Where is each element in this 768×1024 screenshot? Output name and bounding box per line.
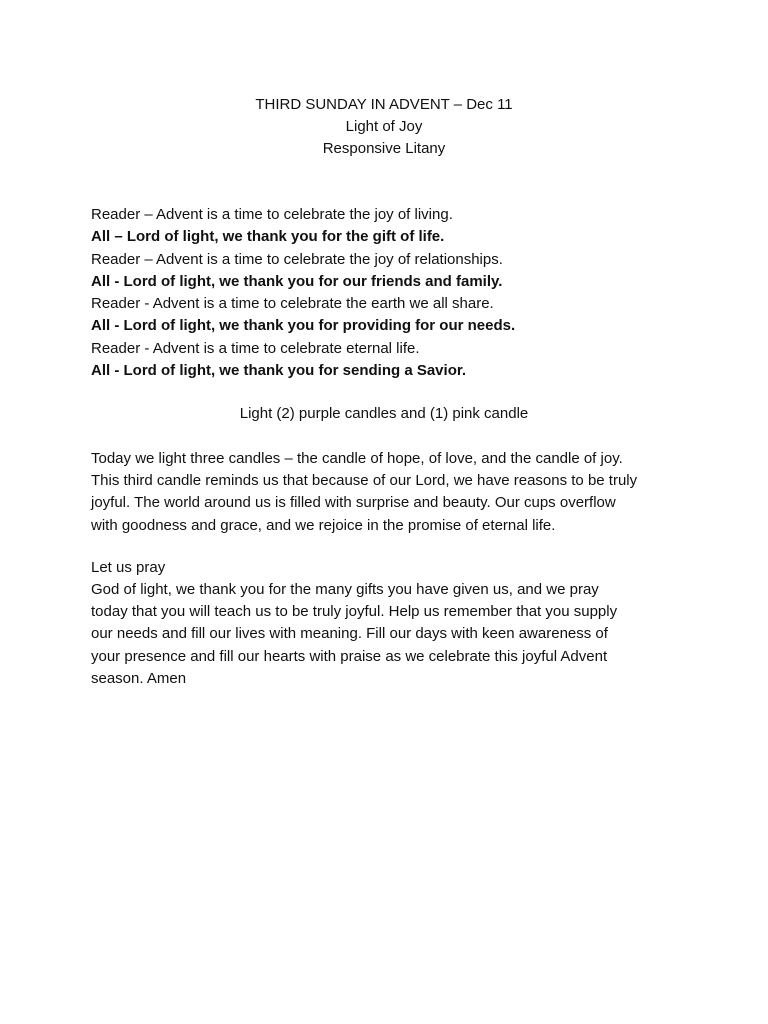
reflection-paragraph bbox=[91, 448, 681, 537]
paragraph-line: Today we light three candles – the candle of hope, of love, and the candle of joy. bbox=[91, 450, 623, 467]
paragraph-line: your presence and fill our hearts with praise as we celebrate this joyful Advent bbox=[91, 647, 608, 665]
litany-line-all: All – Lord of light, we thank you for the gift of life. bbox=[91, 228, 445, 246]
litany-line-reader: Reader – Advent is a time to celebrate the joy of living. bbox=[91, 206, 453, 223]
paragraph-line: season. Amen bbox=[91, 669, 187, 687]
paragraph-line: This third candle reminds us that because of our Lord, we have reasons to be truly bbox=[91, 472, 638, 490]
section-heading: Responsive Litany bbox=[322, 140, 446, 157]
prayer-label: Let us pray bbox=[91, 559, 166, 576]
paragraph-line: with goodness and grace, and we rejoice in the promise of eternal life. bbox=[91, 516, 556, 534]
litany-line-all: All - Lord of light, we thank you for providing for our needs. bbox=[91, 317, 516, 335]
document-heading bbox=[0, 94, 768, 160]
paragraph-line: God of light, we thank you for the many gifts you have given us, and we pray bbox=[91, 581, 599, 598]
page-title: THIRD SUNDAY IN ADVENT – Dec 11 bbox=[255, 96, 513, 113]
paragraph-line: our needs and fill our lives with meaning. Fill our days with keen awareness of bbox=[91, 625, 608, 643]
responsive-litany bbox=[91, 204, 731, 382]
paragraph-line: joyful. The world around us is filled with surprise and beauty. Our cups overflow bbox=[91, 494, 616, 512]
litany-line-reader: Reader – Advent is a time to celebrate the joy of relationships. bbox=[91, 250, 503, 268]
litany-line-reader: Reader - Advent is a time to celebrate eternal life. bbox=[91, 339, 420, 357]
prayer-paragraph bbox=[91, 579, 681, 690]
candle-instruction: Light (2) purple candles and (1) pink candle bbox=[239, 405, 529, 422]
page-subtitle: Light of Joy bbox=[345, 118, 423, 135]
paragraph-line: today that you will teach us to be truly joyful. Help us remember that you supply bbox=[91, 603, 618, 621]
litany-line-all: All - Lord of light, we thank you for sending a Savior. bbox=[91, 362, 467, 380]
litany-line-reader: Reader - Advent is a time to celebrate the earth we all share. bbox=[91, 295, 494, 313]
litany-line-all: All - Lord of light, we thank you for our friends and family. bbox=[91, 272, 503, 290]
